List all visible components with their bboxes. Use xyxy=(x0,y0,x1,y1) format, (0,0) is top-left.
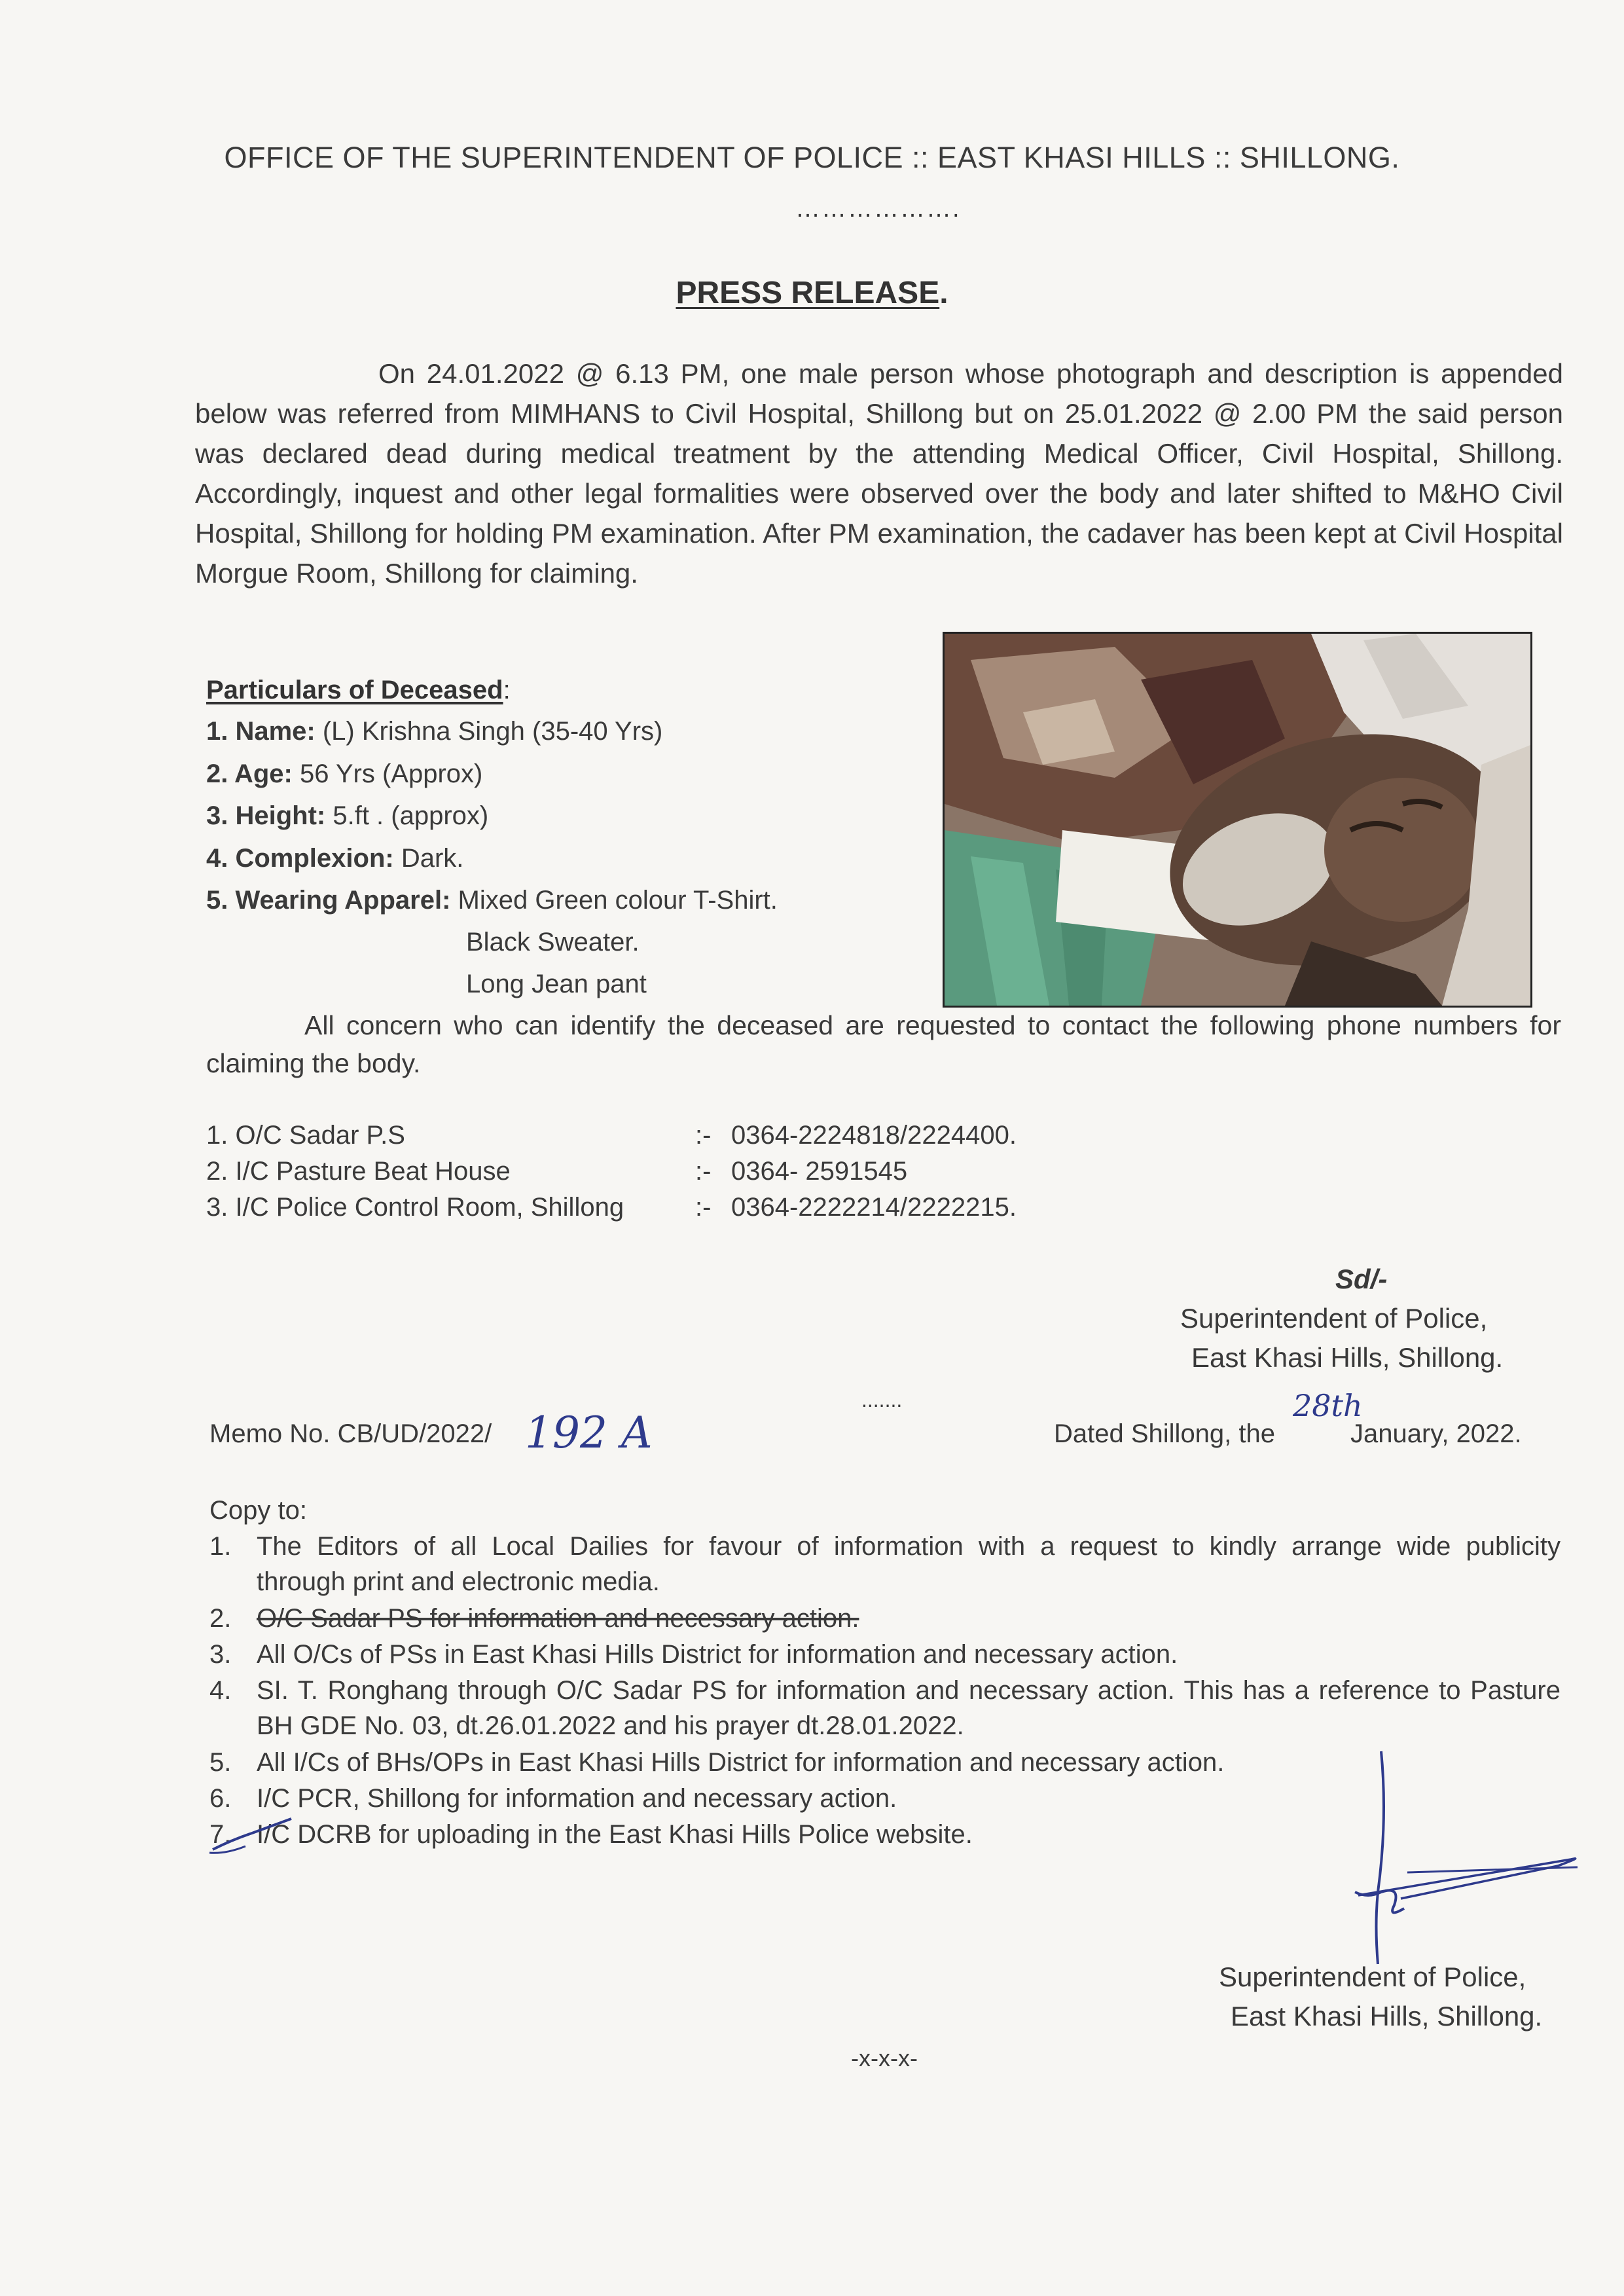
contact-sep-1: :- xyxy=(695,1121,712,1150)
contact-phone-3: 0364-2222214/2222215. xyxy=(731,1193,1017,1222)
memo-handwritten-day: 28th xyxy=(1293,1388,1363,1423)
contact-name-3: 3. I/C Police Control Room, Shillong xyxy=(206,1193,624,1222)
memo-number-label: Memo No. CB/UD/2022/ xyxy=(209,1419,492,1448)
handwritten-signature xyxy=(1296,1741,1597,1977)
particular-age: 2. Age: 56 Yrs (Approx) xyxy=(206,759,483,788)
particulars-heading: Particulars of Deceased: xyxy=(206,676,511,704)
copy-item-4-cont: BH GDE No. 03, dt.26.01.2022 and his prayer dt.28.01.2022. xyxy=(257,1711,964,1740)
contact-name-1: 1. O/C Sadar P.S xyxy=(206,1121,405,1150)
signature-bottom-district: East Khasi Hills, Shillong. xyxy=(1231,2001,1543,2032)
copy-item-5-text: All I/Cs of BHs/OPs in East Khasi Hills District for information and necessary action. xyxy=(257,1748,1225,1777)
copy-item-1-cont: through print and electronic media. xyxy=(257,1567,660,1596)
photo-image xyxy=(945,634,1530,1006)
page-footer: -x-x-x- xyxy=(851,2045,918,2071)
particular-complexion: 4. Complexion: Dark. xyxy=(206,844,464,873)
item-7-pen-strike xyxy=(206,1813,304,1859)
deceased-photo xyxy=(943,632,1532,1008)
copy-item-4-text: SI. T. Ronghang through O/C Sadar PS for information and necessary action. This has a reference to Pasture xyxy=(257,1676,1561,1705)
particular-height: 3. Height: 5.ft . (approx) xyxy=(206,801,489,830)
copy-item-6-num: 6. xyxy=(209,1784,232,1813)
page-title: PRESS RELEASE. xyxy=(676,276,948,310)
contact-phone-1: 0364-2224818/2224400. xyxy=(731,1121,1017,1150)
copy-item-4-num: 4. xyxy=(209,1676,232,1705)
copy-item-3-text: All O/Cs of PSs in East Khasi Hills District for information and necessary action. xyxy=(257,1640,1178,1669)
copy-item-7-num: 7. xyxy=(209,1820,232,1849)
particular-apparel: 5. Wearing Apparel: Mixed Green colour T-Shirt. xyxy=(206,886,778,915)
copy-item-1-num: 1. xyxy=(209,1532,232,1561)
copy-item-2-num: 2. xyxy=(209,1604,232,1633)
copy-item-6-text: I/C PCR, Shillong for information and necessary action. xyxy=(257,1784,897,1813)
signature-bottom-title: Superintendent of Police, xyxy=(1219,1961,1526,1992)
sd-mark: Sd/- xyxy=(1335,1264,1388,1294)
contact-sep-2: :- xyxy=(695,1157,712,1186)
copy-item-5-num: 5. xyxy=(209,1748,232,1777)
memo-dated-prefix: Dated Shillong, the xyxy=(1054,1419,1276,1448)
copy-item-3-num: 3. xyxy=(209,1640,232,1669)
apparel-sweater: Black Sweater. xyxy=(466,928,640,957)
contact-phone-2: 0364- 2591545 xyxy=(731,1157,908,1186)
header-dots: ………………. xyxy=(795,195,961,223)
identify-paragraph: All concern who can identify the deceased are requested to contact the following phone numbers for claiming the body. xyxy=(206,1010,1561,1078)
copy-item-2-text: O/C Sadar PS for information and necessary action. xyxy=(257,1604,859,1633)
signature-top-district: East Khasi Hills, Shillong. xyxy=(1191,1342,1504,1373)
particular-name: 1. Name: (L) Krishna Singh (35-40 Yrs) xyxy=(206,717,663,746)
copy-item-1-text: The Editors of all Local Dailies for favour of information with a request to kindly arrange wide publicity xyxy=(257,1532,1561,1561)
apparel-pant: Long Jean pant xyxy=(466,970,647,998)
memo-handwritten-number: 192 A xyxy=(525,1408,653,1458)
copy-to-heading: Copy to: xyxy=(209,1496,307,1525)
contact-name-2: 2. I/C Pasture Beat House xyxy=(206,1157,511,1186)
signature-top-title: Superintendent of Police, xyxy=(1180,1303,1488,1334)
copy-item-7-text: I/C DCRB for uploading in the East Khasi Hills Police website. xyxy=(257,1820,973,1849)
contact-sep-3: :- xyxy=(695,1193,712,1222)
memo-dated-suffix: January, 2022. xyxy=(1350,1419,1522,1448)
intro-paragraph: On 24.01.2022 @ 6.13 PM, one male person whose photograph and description is appended below was referred from MIMHANS to Civil Hospital, Shillong but on 25.01.2022 @ 2.00 PM the said person was declared dead during medical treatment by the attending Medical Officer, Civil Hospital, Shillong. Accordingly, inquest and other legal formalities were observed over the body and later shifted to M&HO Civil Hospital, Shillong for holding PM examination. After PM examination, the cadaver has been kept at Civil Hospital Morgue Room, Shillong for claiming. xyxy=(195,358,1563,589)
memo-center-dots: ....... xyxy=(861,1388,903,1412)
office-header: OFFICE OF THE SUPERINTENDENT OF POLICE :: EAST KHASI HILLS :: SHILLONG. xyxy=(224,141,1400,174)
